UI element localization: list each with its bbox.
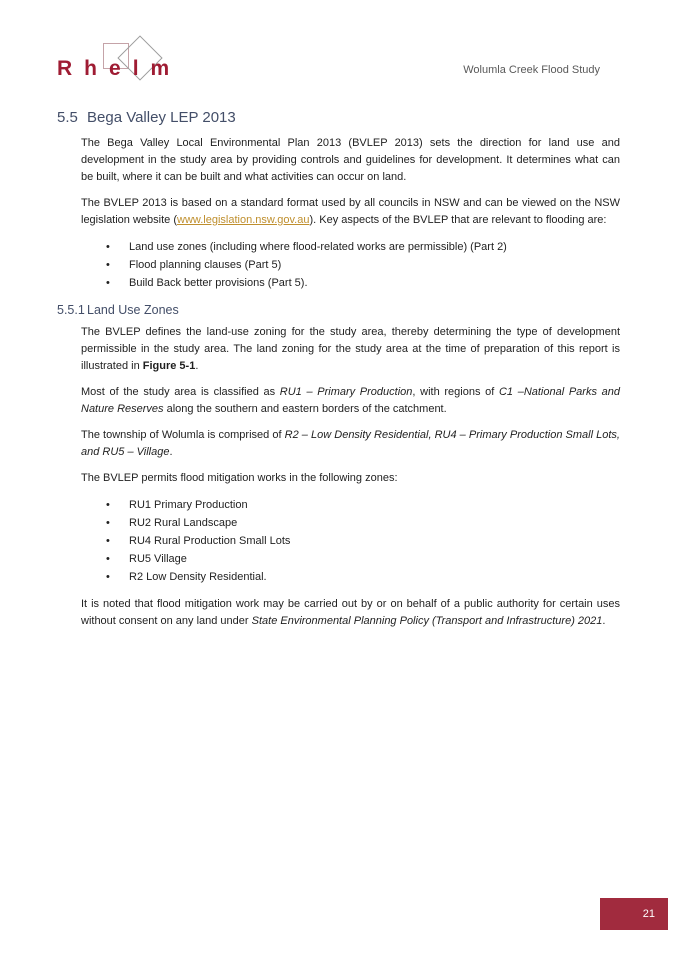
section-heading-5.5 — [57, 108, 620, 127]
italic-text: C1 –National Parks and Nature Reserves — [81, 386, 620, 415]
text-run: The BVLEP 2013 is based on a standard format used by all councils in NSW and can be viewed on the NSW legislation website ( — [81, 197, 620, 226]
section-title: Bega Valley LEP 2013 — [87, 109, 236, 126]
rhelm-logo — [57, 40, 187, 86]
paragraph — [81, 596, 620, 630]
bullet-item — [81, 532, 620, 550]
text-run: RU5 Village — [129, 553, 187, 565]
text-run: . — [195, 360, 199, 372]
bullet-item — [81, 568, 620, 586]
document-body — [57, 108, 620, 639]
paragraph — [81, 470, 620, 487]
text-run: The Bega Valley Local Environmental Plan 2013 (BVLEP 2013) sets the direction for land use and development in the study area by providing controls and guidelines for development. It determines what can be built, where it can be built and what activities can occur on land. — [81, 137, 620, 183]
page-number-badge — [600, 898, 668, 930]
bullet-list — [81, 496, 620, 586]
italic-text: R2 – Low Density Residential, RU4 – Primary Production Small Lots, and RU5 – Village — [81, 429, 620, 458]
text-run: ). Key aspects of the BVLEP that are relevant to flooding are: — [309, 214, 607, 226]
paragraph — [81, 427, 620, 461]
section-heading-5.5.1 — [57, 302, 620, 318]
italic-text: State Environmental Planning Policy (Transport and Infrastructure) 2021 — [251, 615, 603, 627]
paragraph — [81, 135, 620, 186]
bullet-list — [81, 238, 620, 292]
text-run: . — [602, 615, 606, 627]
text-run: , with regions of — [412, 386, 499, 398]
page-number: 21 — [642, 908, 655, 920]
text-run: . — [169, 446, 173, 458]
logo-letter: e — [109, 57, 121, 80]
logo-letter: h — [84, 57, 97, 80]
text-run: The BVLEP permits flood mitigation works in the following zones: — [81, 472, 398, 484]
text-run: Flood planning clauses (Part 5) — [129, 259, 282, 271]
text-run: It is noted that flood mitigation work may be carried out by or on behalf of a public authority for certain uses without consent on any land under — [81, 598, 620, 627]
bullet-item — [81, 256, 620, 274]
paragraph — [81, 324, 620, 375]
text-run: The BVLEP defines the land-use zoning for the study area, thereby determining the type of development permissible in the study area. The land zoning for the study area at the time of preparation of this report is illustrated in — [81, 326, 620, 372]
section-number: 5.5.1 — [57, 303, 85, 317]
paragraph — [81, 384, 620, 418]
logo-letter: m — [150, 57, 170, 80]
text-run: Build Back better provisions (Part 5). — [129, 277, 308, 289]
text-run: Land use zones (including where flood-related works are permissible) (Part 2) — [129, 241, 507, 253]
section-title: Land Use Zones — [87, 303, 179, 317]
bullet-item — [81, 550, 620, 568]
logo-letter: R — [57, 57, 73, 80]
bold-text: Figure 5-1 — [142, 360, 196, 372]
text-run: RU2 Rural Landscape — [129, 517, 238, 529]
section-number: 5.5 — [57, 109, 78, 126]
bullet-item — [81, 496, 620, 514]
bullet-item — [81, 274, 620, 292]
text-run: The township of Wolumla is comprised of — [81, 429, 285, 441]
legislation-link[interactable]: www.legislation.nsw.gov.au — [177, 214, 310, 226]
italic-text: RU1 – Primary Production — [279, 386, 413, 398]
text-run: along the southern and eastern borders of the catchment. — [163, 403, 447, 415]
paragraph — [81, 195, 620, 229]
text-run: RU4 Rural Production Small Lots — [129, 535, 291, 547]
bullet-item — [81, 514, 620, 532]
logo-wordmark — [57, 57, 169, 81]
logo-letter: l — [132, 57, 139, 80]
document-title: Wolumla Creek Flood Study — [463, 64, 600, 76]
text-run: RU1 Primary Production — [129, 499, 248, 511]
text-run: R2 Low Density Residential. — [129, 571, 267, 583]
bullet-item — [81, 238, 620, 256]
text-run: Most of the study area is classified as — [81, 386, 280, 398]
